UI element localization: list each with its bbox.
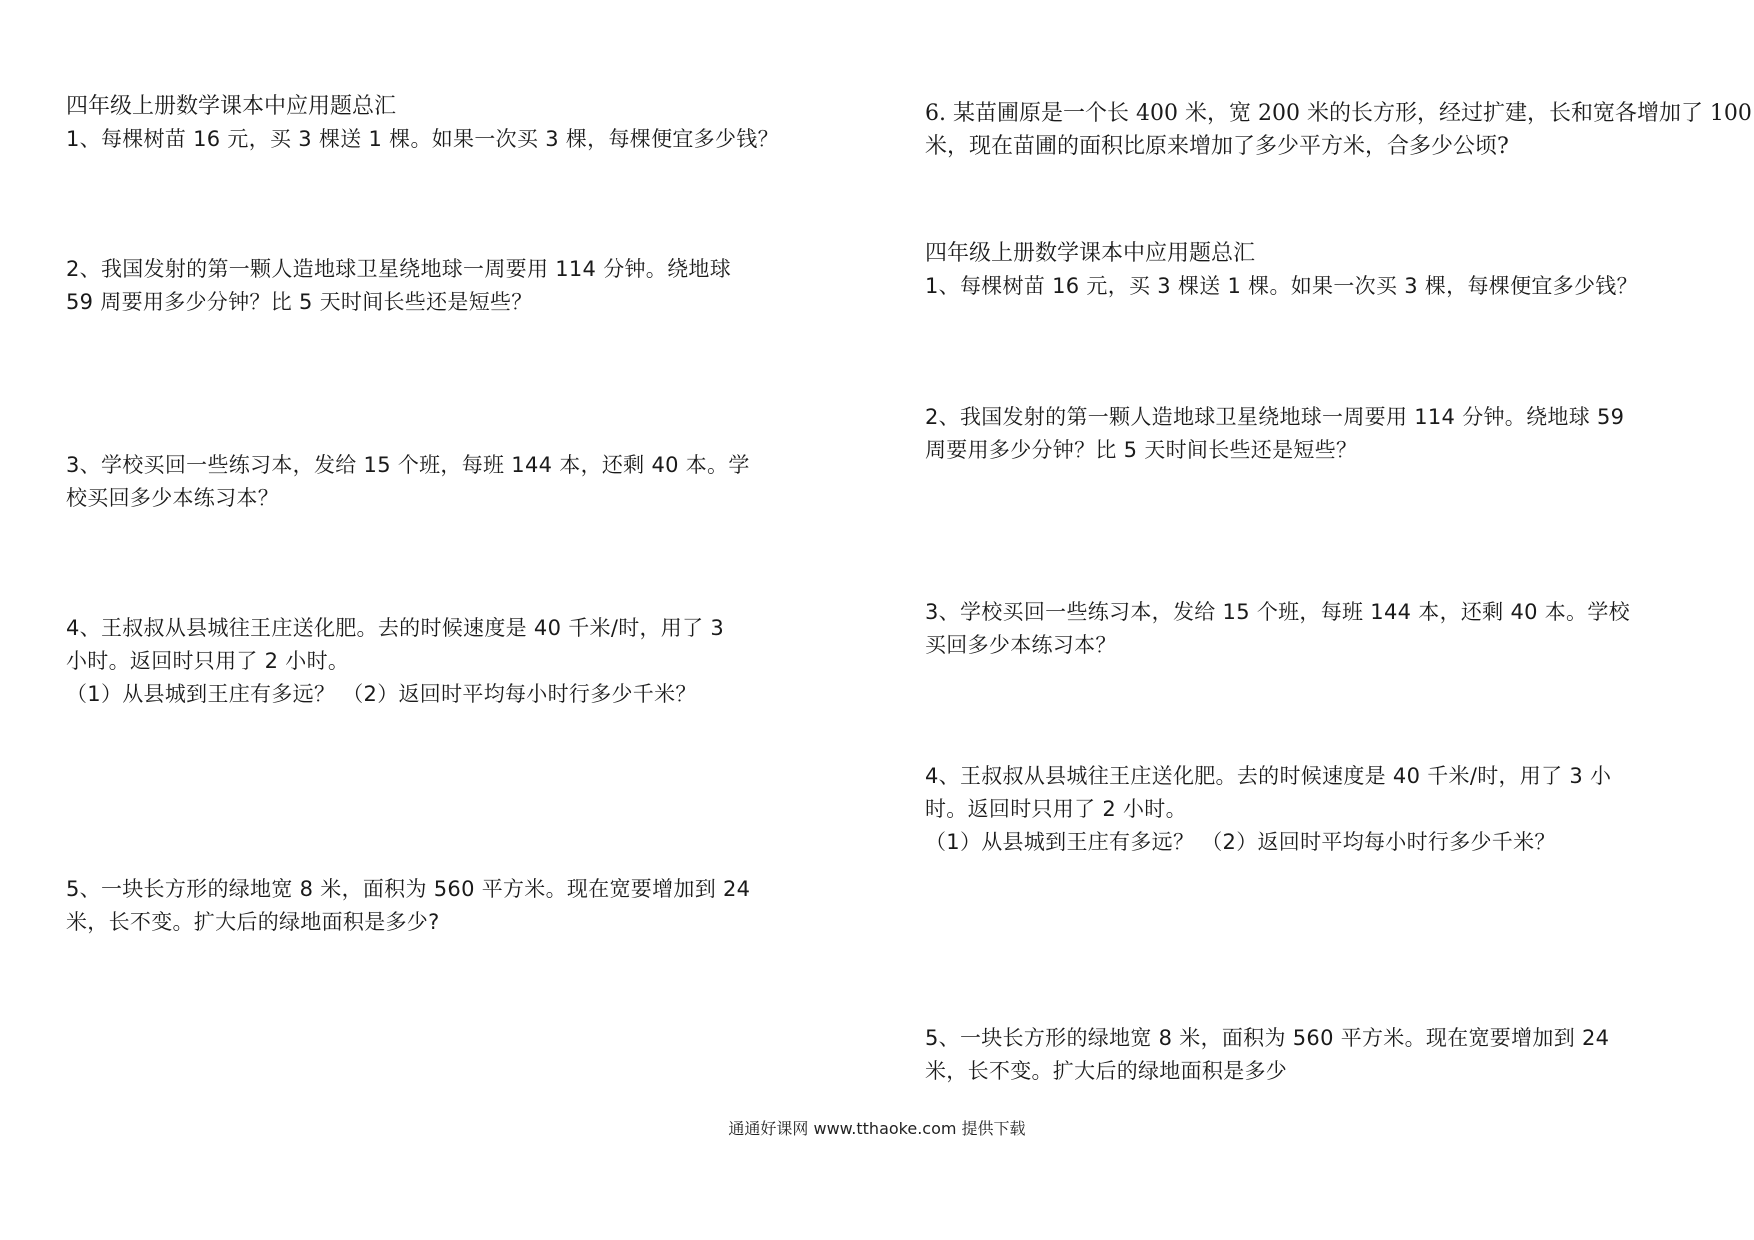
left-q2-line-1: 2、我国发射的第一颗人造地球卫星绕地球一周要用 114 分钟。绕地球 [66,257,731,281]
right-question-2 [925,401,1624,467]
left-question-2 [66,253,731,319]
right-q5-line-1: 5、一块长方形的绿地宽 8 米，面积为 560 平方米。现在宽要增加到 24 [925,1026,1610,1050]
left-title: 四年级上册数学课本中应用题总汇 [66,94,397,119]
right-title-block [925,237,1638,303]
footer-credit: 通通好课网 www.tthaoke.com 提供下载 [728,1119,1026,1138]
right-q2-line-2: 周要用多少分钟？比 5 天时间长些还是短些？ [925,438,1358,462]
left-question-3 [66,449,750,515]
left-title-block [66,90,779,156]
right-q2-line-1: 2、我国发射的第一颗人造地球卫星绕地球一周要用 114 分钟。绕地球 59 [925,405,1625,429]
left-q3-line-2: 校买回多少本练习本？ [66,486,279,510]
left-q4-line-1: 4、王叔叔从县城往王庄送化肥。去的时候速度是 40 千米/时，用了 3 [66,616,725,640]
left-q4-line-3: （1）从县城到王庄有多远？ （2）返回时平均每小时行多少千米？ [66,682,697,706]
left-question-4 [66,612,724,711]
right-q3-line-1: 3、学校买回一些练习本，发给 15 个班，每班 144 本，还剩 40 本。学校 [925,600,1630,624]
left-q2-line-2: 59 周要用多少分钟？比 5 天时间长些还是短些？ [66,290,533,314]
right-question-6 [925,97,1752,163]
right-title: 四年级上册数学课本中应用题总汇 [925,241,1256,266]
left-q5-line-1: 5、一块长方形的绿地宽 8 米，面积为 560 平方米。现在宽要增加到 24 [66,877,751,901]
right-q6-line-2: 米，现在苗圃的面积比原来增加了多少平方米，合多少公顷? [925,134,1509,159]
right-question-5 [925,1022,1609,1088]
right-q4-line-3: （1）从县城到王庄有多远？ （2）返回时平均每小时行多少千米？ [925,830,1556,854]
right-q4-line-2: 时。返回时只用了 2 小时。 [925,797,1187,821]
left-q5-line-2: 米，长不变。扩大后的绿地面积是多少? [66,910,440,934]
right-q6-line-1: 6. 某苗圃原是一个长 400 米，宽 200 米的长方形，经过扩建，长和宽各增加了 100 [925,101,1752,126]
right-q3-line-2: 买回多少本练习本？ [925,633,1117,657]
left-q1-line-1: 1、每棵树苗 16 元，买 3 棵送 1 棵。如果一次买 3 棵，每棵便宜多少钱？ [66,127,779,151]
right-q4-line-1: 4、王叔叔从县城往王庄送化肥。去的时候速度是 40 千米/时，用了 3 小 [925,764,1612,788]
left-q4-line-2: 小时。返回时只用了 2 小时。 [66,649,350,673]
right-question-4 [925,760,1611,859]
right-question-3 [925,596,1630,662]
right-q5-line-2: 米，长不变。扩大后的绿地面积是多少 [925,1059,1288,1083]
left-question-5 [66,873,750,939]
right-q1-line-1: 1、每棵树苗 16 元，买 3 棵送 1 棵。如果一次买 3 棵，每棵便宜多少钱？ [925,274,1638,298]
left-q3-line-1: 3、学校买回一些练习本，发给 15 个班，每班 144 本，还剩 40 本。学 [66,453,750,477]
